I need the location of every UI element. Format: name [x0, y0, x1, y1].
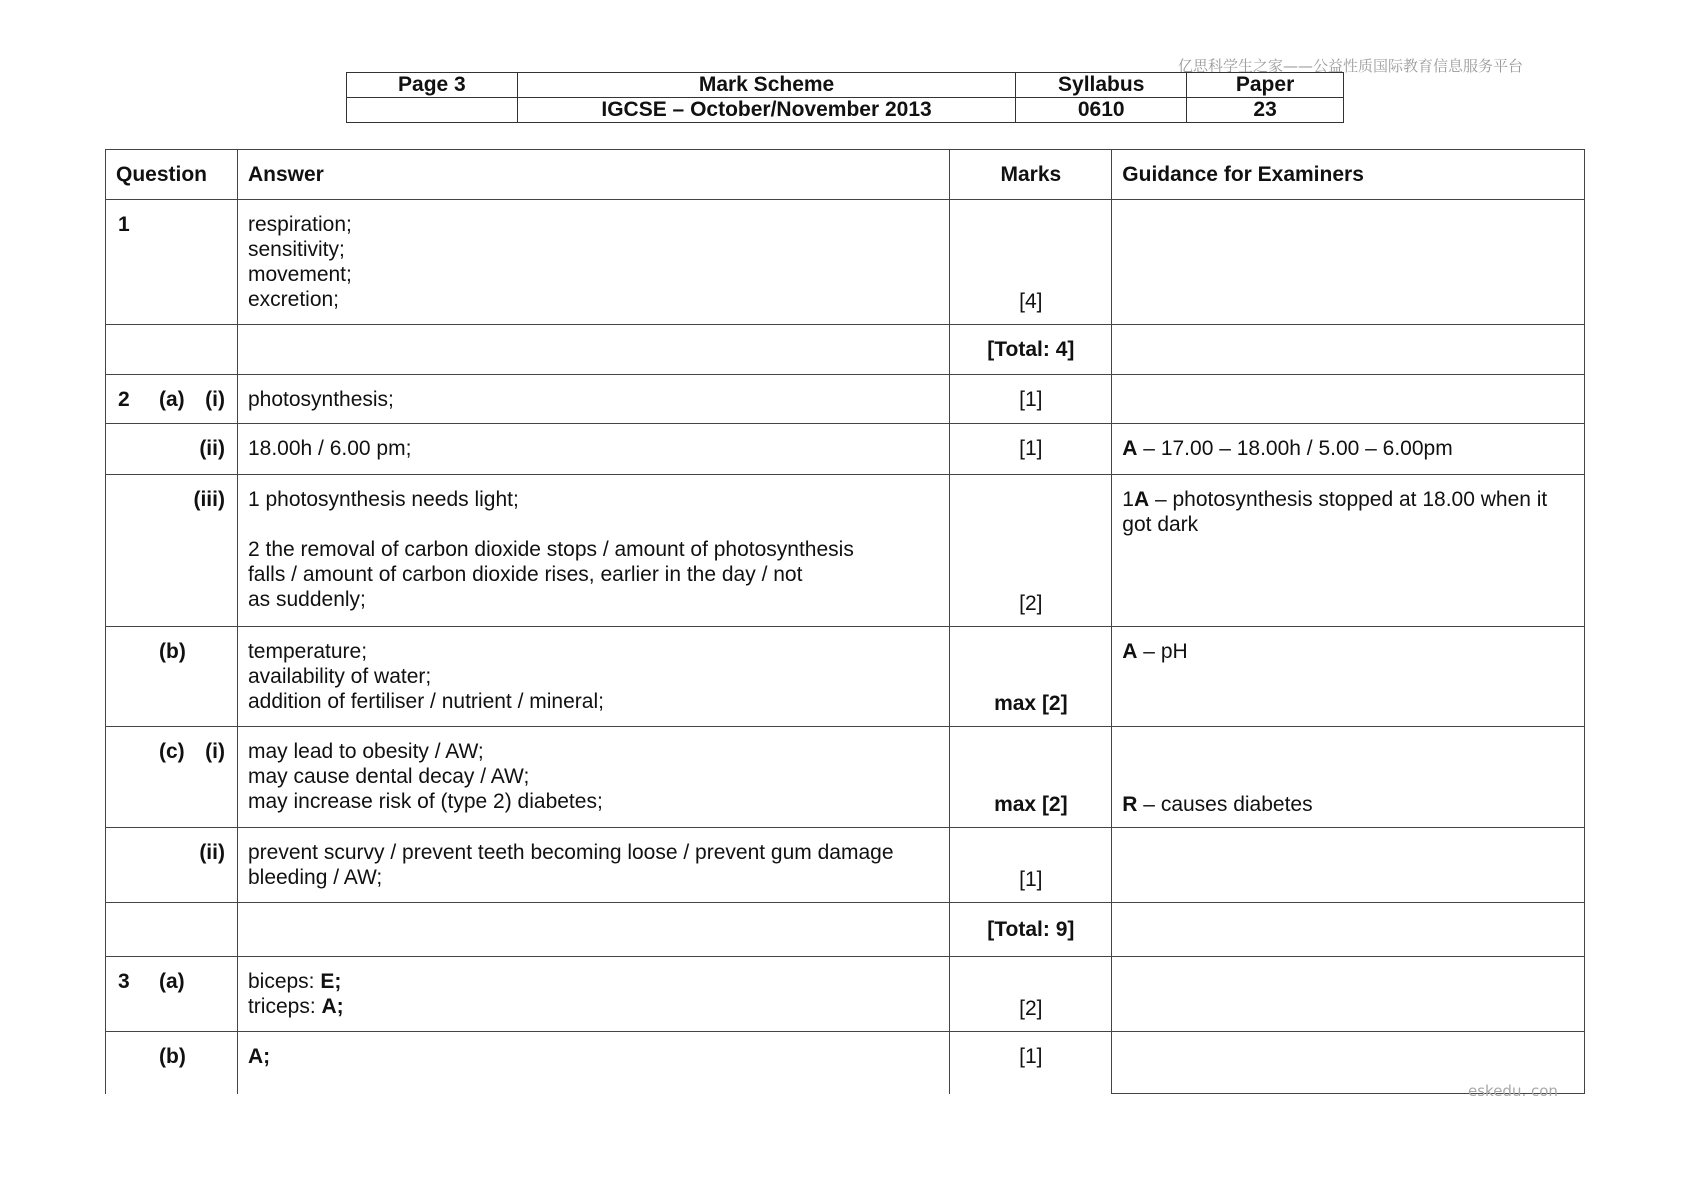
table-row: [106, 200, 1585, 325]
answer-line: 18.00h / 6.00 pm;: [247, 437, 412, 460]
marks-header: Marks: [950, 150, 1112, 200]
answer-line: 1 photosynthesis needs light;: [247, 488, 519, 511]
answer-line: availability of water;: [247, 665, 432, 688]
question-subpart: (ii): [199, 841, 225, 864]
syllabus-code: 0610: [1016, 98, 1187, 123]
answer-line: may increase risk of (type 2) diabetes;: [247, 790, 603, 813]
marks-cell: [2]: [950, 475, 1112, 627]
answer-key: A;: [321, 995, 344, 1018]
answer-cell: [237, 475, 949, 627]
paper-number: 23: [1187, 98, 1344, 123]
table-row: [106, 627, 1585, 727]
answer-line: respiration;: [247, 213, 352, 236]
total-marks: [Total: 9]: [950, 903, 1112, 957]
guidance-cell: [1112, 424, 1585, 475]
table-row: [106, 375, 1585, 424]
guidance-text: – pH: [1137, 640, 1188, 663]
question-number: 1: [118, 213, 130, 236]
question-subpart: (i): [205, 388, 225, 411]
answer-line: bleeding / AW;: [247, 866, 383, 889]
question-subpart: (i): [205, 740, 225, 763]
guidance-point-number: 1: [1122, 488, 1134, 511]
answer-cell: [237, 424, 949, 475]
marks-cell: [1]: [950, 375, 1112, 424]
table-header-row: [106, 150, 1585, 200]
answer-cell: [237, 828, 949, 903]
answer-header: Answer: [237, 150, 949, 200]
total-row: [106, 903, 1585, 957]
answer-line: may cause dental decay / AW;: [247, 765, 530, 788]
question-cell: [106, 200, 238, 325]
answer-label: biceps:: [247, 970, 321, 993]
exam-title: IGCSE – October/November 2013: [517, 98, 1015, 123]
answer-cell: [237, 727, 949, 828]
guidance-cell: [1112, 475, 1585, 627]
answer-line: may lead to obesity / AW;: [247, 740, 484, 763]
guidance-cell: [1112, 627, 1585, 727]
guidance-accept: A: [1122, 437, 1138, 460]
answer-line: falls / amount of carbon dioxide rises, earlier in the day / not: [247, 563, 803, 586]
total-row: [106, 325, 1585, 375]
mark-scheme-label: Mark Scheme: [517, 73, 1015, 98]
answer-cell: [237, 957, 949, 1032]
guidance-text: – 17.00 – 18.00h / 5.00 – 6.00pm: [1137, 437, 1453, 460]
page-number: Page 3: [347, 73, 518, 98]
guidance-accept: A: [1133, 488, 1150, 511]
table-row: [106, 828, 1585, 903]
guidance-cell: [1112, 727, 1585, 828]
question-subpart: (ii): [199, 437, 225, 460]
question-part: (a): [159, 970, 185, 993]
answer-line: 2 the removal of carbon dioxide stops / amount of photosynthesis: [247, 538, 854, 561]
guidance-cell: [1112, 957, 1585, 1032]
answer-line: excretion;: [247, 288, 340, 311]
guidance-accept: A: [1122, 640, 1138, 663]
answer-line: prevent scurvy / prevent teeth becoming loose / prevent gum damage: [247, 841, 894, 864]
marks-cell: max [2]: [950, 627, 1112, 727]
answer-line: [248, 994, 939, 1019]
question-cell: [106, 325, 238, 375]
question-part: (a): [159, 388, 185, 411]
marks-cell: [2]: [950, 957, 1112, 1032]
question-cell: [106, 424, 238, 475]
answer-cell: [237, 375, 949, 424]
table-row: [106, 1032, 1585, 1094]
question-part: (c): [159, 740, 185, 763]
answer-line: as suddenly;: [247, 588, 366, 611]
guidance-reject: R: [1122, 793, 1138, 816]
table-row: [106, 424, 1585, 475]
answer-cell: [237, 903, 949, 957]
mark-scheme-table: [105, 149, 1585, 1094]
answer-spacer: [248, 512, 939, 537]
question-cell: [106, 1032, 238, 1094]
answer-line: A;: [247, 1045, 271, 1068]
question-cell: [106, 957, 238, 1032]
question-cell: [106, 475, 238, 627]
paper-label: Paper: [1187, 73, 1344, 98]
question-cell: [106, 727, 238, 828]
header-empty-cell: [347, 98, 518, 123]
answer-line: movement;: [247, 263, 352, 286]
marks-cell: [1]: [950, 424, 1112, 475]
guidance-cell: [1112, 200, 1585, 325]
question-part: (b): [159, 640, 186, 663]
watermark-bottom: eskedu. con: [1468, 1082, 1558, 1100]
syllabus-label: Syllabus: [1016, 73, 1187, 98]
page-header-table: [346, 72, 1344, 123]
marks-cell: [4]: [950, 200, 1112, 325]
answer-cell: [237, 200, 949, 325]
answer-cell: [237, 325, 949, 375]
total-marks: [Total: 4]: [950, 325, 1112, 375]
answer-label: triceps:: [247, 995, 322, 1018]
question-cell: [106, 903, 238, 957]
answer-line: addition of fertiliser / nutrient / mineral;: [247, 690, 604, 713]
answer-line: [248, 969, 939, 994]
watermark-top: 亿思科学生之家——公益性质国际教育信息服务平台: [1178, 57, 1524, 75]
guidance-text: – photosynthesis stopped at 18.00 when it got dark: [1122, 488, 1548, 536]
guidance-cell: [1112, 903, 1585, 957]
guidance-cell: [1112, 325, 1585, 375]
answer-line: temperature;: [247, 640, 368, 663]
answer-key: E;: [320, 970, 342, 993]
answer-cell: [237, 1032, 949, 1094]
question-part: (b): [159, 1045, 186, 1068]
marks-cell: [1]: [950, 1032, 1112, 1094]
answer-cell: [237, 627, 949, 727]
question-cell: [106, 828, 238, 903]
question-cell: [106, 627, 238, 727]
question-subpart: (iii): [193, 488, 225, 511]
marks-cell: max [2]: [950, 727, 1112, 828]
answer-line: photosynthesis;: [247, 388, 394, 411]
table-row: [106, 475, 1585, 627]
table-row: [106, 727, 1585, 828]
question-number: 2: [118, 388, 130, 411]
guidance-cell: [1112, 828, 1585, 903]
marks-cell: [1]: [950, 828, 1112, 903]
guidance-text: – causes diabetes: [1137, 793, 1313, 816]
question-number: 3: [118, 970, 130, 993]
question-cell: [106, 375, 238, 424]
question-header: Question: [106, 150, 238, 200]
guidance-cell: [1112, 375, 1585, 424]
table-row: [106, 957, 1585, 1032]
answer-line: sensitivity;: [247, 238, 345, 261]
guidance-header: Guidance for Examiners: [1112, 150, 1585, 200]
